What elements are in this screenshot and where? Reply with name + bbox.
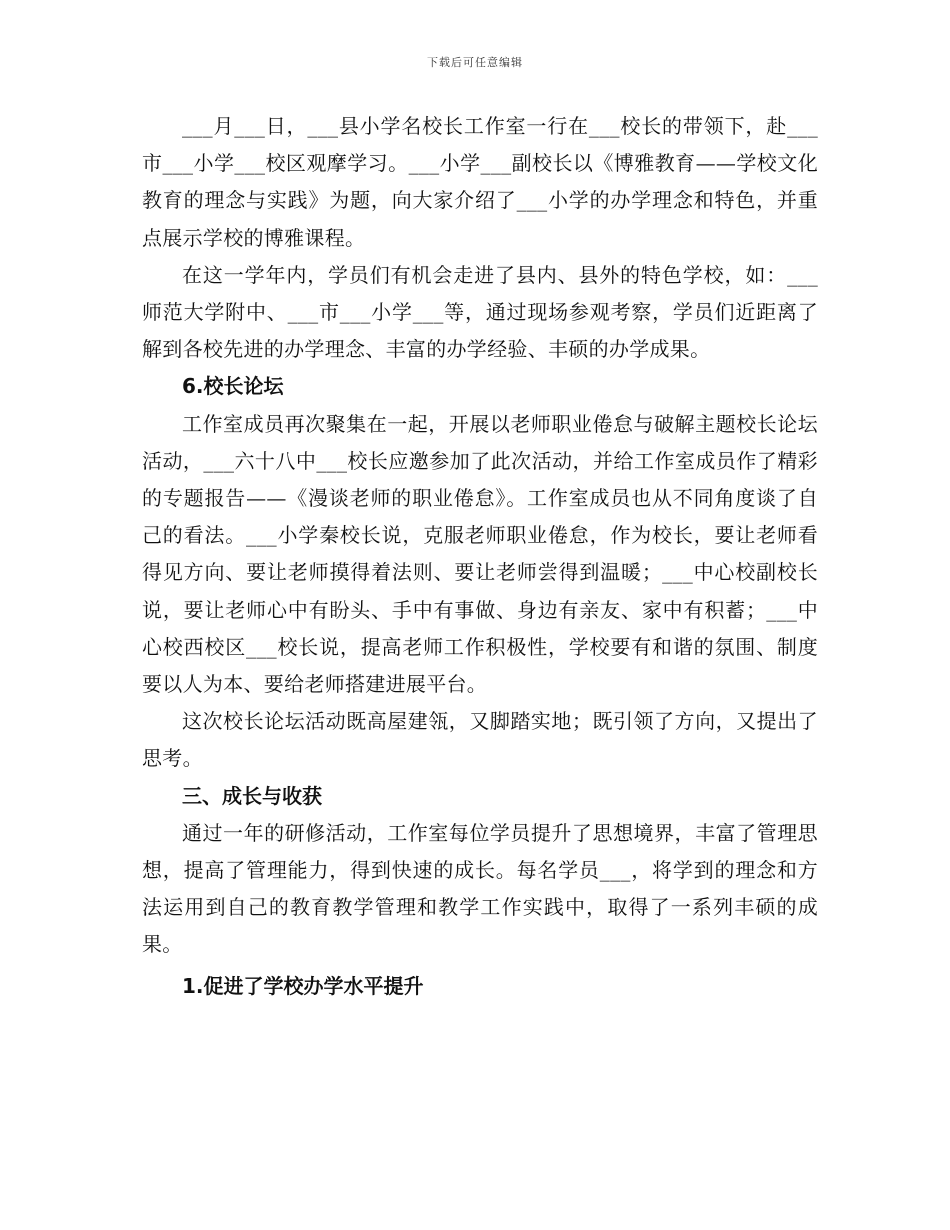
paragraph-forum-summary: 这次校长论坛活动既高屋建瓴，又脚踏实地；既引领了方向，又提出了思考。 <box>142 709 818 771</box>
paragraph-forum-activity: 工作室成员再次聚集在一起，开展以老师职业倦怠与破解主题校长论坛活动，___六十八中___校长应邀参加了此次活动，并给工作室成员作了精彩的专题报告——《漫谈老师的职业倦怠》。工作室成员也从不同角度谈了自己的看法。___小学秦校长说，克服老师职业倦怠，作为校长，要让老师看得见方向、要让老师摸得着法则、要让老师尝得到温暖；___中心校副校长说，要让老师心中有盼头、手中有事做、身边有亲友、家中有积蓄；___中心校西校区___校长说，提高老师工作积极性，学校要有和谐的氛围、制度要以人为本、要给老师搭建进展平台。 <box>142 411 818 697</box>
paragraph-school-visits: 在这一学年内，学员们有机会走进了县内、县外的特色学校，如：___师范大学附中、___市___小学___等，通过现场参观考察，学员们近距离了解到各校先进的办学理念、丰富的办学经验、丰硕的办学成果。 <box>142 262 818 362</box>
section-heading-principal-forum: 6.校长论坛 <box>182 374 284 399</box>
section-heading-growth: 三、成长与收获 <box>182 783 322 808</box>
paragraph-growth-summary: 通过一年的研修活动，工作室每位学员提升了思想境界，丰富了管理思想，提高了管理能力，得到快速的成长。每名学员___，将学到的理念和方法运用到自己的教育教学管理和教学工作实践中，取得了一系列丰硕的成果。 <box>142 820 818 957</box>
paragraph-study-visit: ___月___日，___县小学名校长工作室一行在___校长的带领下，赴___市___小学___校区观摩学习。___小学___副校长以《博雅教育——学校文化教育的理念与实践》为题，向大家介绍了___小学的办学理念和特色，并重点展示学校的博雅课程。 <box>142 114 818 250</box>
document-body <box>142 108 818 1005</box>
page-header-note: 下载后可任意编辑 <box>427 56 523 69</box>
section-heading-school-improvement: 1.促进了学校办学水平提升 <box>182 973 424 998</box>
